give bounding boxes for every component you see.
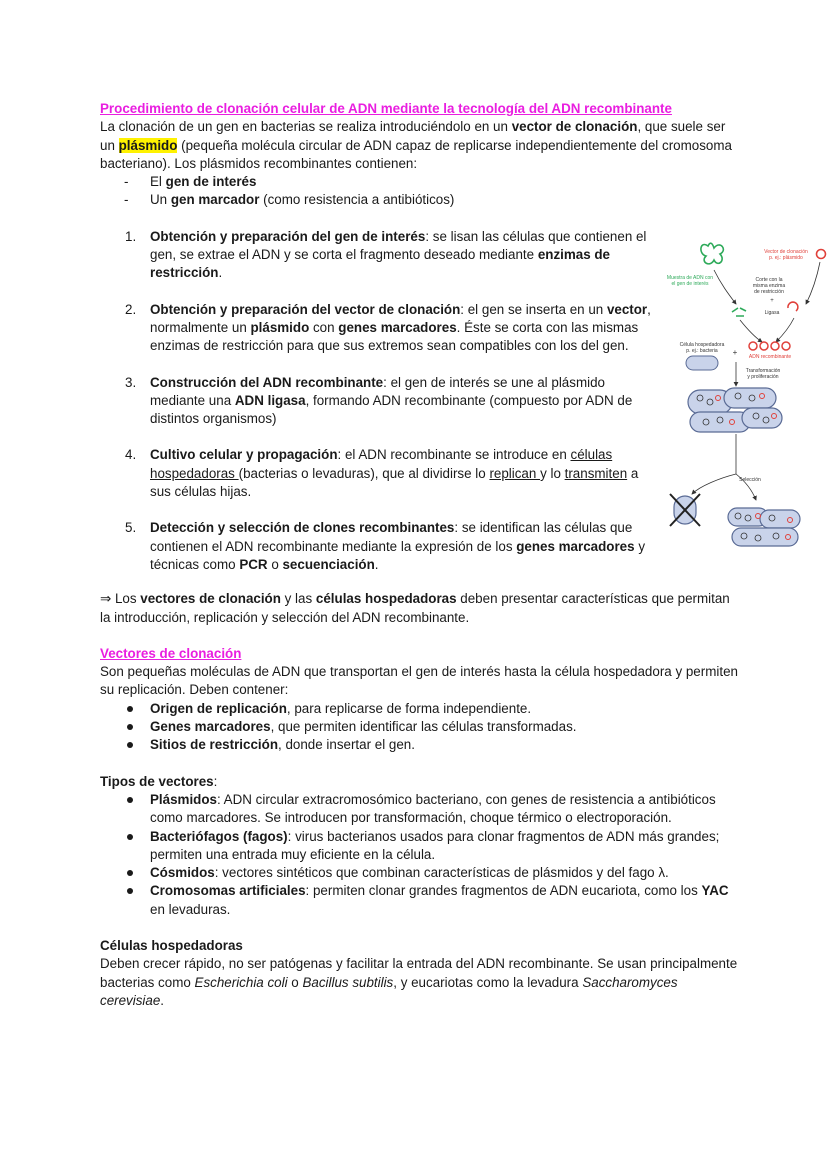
- text-run: Cromosomas artificiales: [150, 883, 306, 899]
- text-run: : se identifican las células que contienen el ADN recombinante mediante la expresión de los: [150, 520, 633, 554]
- diag-seleccion: Selección: [739, 477, 761, 483]
- highlight-plasmido: plásmido: [118, 137, 178, 153]
- tipos-heading: [100, 773, 740, 791]
- dash-pre: El: [150, 174, 166, 190]
- vector-item-text: , para replicarse de forma independiente.: [286, 700, 532, 716]
- tipo-item: [100, 791, 740, 828]
- diag-vector-2: p. ej.: plásmido: [769, 255, 803, 261]
- text-run: Saccharomyces cerevisiae: [100, 974, 678, 1008]
- text-run: : virus bacterianos usados para clonar fragmentos de ADN más grandes; permiten una entrada muy eficiente en la célula.: [150, 828, 720, 862]
- diag-celula-2: p. ej.: bacteria: [686, 348, 718, 354]
- dash-bold: gen marcador: [170, 192, 260, 208]
- step-item: [100, 228, 655, 283]
- text-run: Obtención y preparación del vector de clonación: [150, 301, 461, 317]
- text-run: replican: [489, 465, 541, 481]
- step-number: 4.: [125, 447, 137, 463]
- hosp-heading: [100, 937, 740, 955]
- intro-bold-vector: vector de clonación: [511, 119, 638, 135]
- vectores-intro: Son pequeñas moléculas de ADN que transportan el gen de interés hasta la célula hospedadora y permiten su replicación. Deben contener:: [100, 664, 738, 698]
- text-run: a sus células hijas.: [150, 465, 639, 500]
- text-run: (bacterias o levaduras), que al dividirse lo: [238, 465, 490, 481]
- step-number: 3.: [125, 374, 137, 390]
- vector-item-bold: Genes marcadores: [150, 719, 271, 735]
- text-run: Bacillus subtilis: [302, 974, 394, 990]
- diag-corte-2: misma enzima: [752, 283, 786, 289]
- arrow-4: [776, 318, 794, 342]
- text-run: : se lisan las células que contienen el gen, se extrae el ADN y se corta el fragmento deseado mediante: [150, 228, 647, 263]
- intro-text-c: , que suele ser un: [100, 119, 726, 153]
- text-run: y lo: [540, 465, 565, 481]
- dash-item: [100, 191, 740, 209]
- arrow-3: [740, 320, 762, 342]
- text-run: .: [374, 556, 379, 572]
- text-run: PCR: [239, 556, 268, 572]
- text-run: Cultivo celular y propagación: [150, 447, 338, 463]
- cell-cluster-icon: [688, 388, 782, 432]
- tipo-item: [100, 882, 740, 919]
- text-run: : ADN circular extracromosómico bacteriano, con genes de resistencia a antibióticos como marcadores. Se introducen por transformación, choque térmico o electroporación.: [150, 791, 716, 826]
- diag-corte-1: Corte con la: [755, 277, 783, 283]
- step-item: [100, 374, 655, 429]
- text-run: , formando ADN recombinante (compuesto por ADN de distintos organismos): [150, 392, 633, 427]
- text-run: y las: [280, 591, 316, 607]
- diag-muestra-1: Muestra de ADN con: [666, 275, 714, 281]
- text-run: genes marcadores: [338, 319, 457, 335]
- step-item: [100, 446, 655, 501]
- diag-adn-recomb: ADN recombinante: [748, 354, 792, 360]
- text-run: vectores de clonación: [140, 591, 281, 607]
- intro-paragraph: [100, 118, 740, 173]
- tipo-item: [100, 828, 740, 865]
- text-run: deben presentar características que permitan la introducción, replicación y selección del ADN recombinante.: [100, 591, 730, 625]
- text-run: : el gen de interés se une al plásmido mediante una: [150, 374, 605, 408]
- text-run: plásmido: [250, 319, 310, 335]
- dash-pre: Un: [150, 192, 171, 208]
- text-run: ⇒ Los: [100, 591, 141, 607]
- text-run: , normalmente un: [150, 301, 651, 335]
- section-title-vectores: Vectores de clonación: [100, 645, 242, 661]
- cut-plasmid-icon: [788, 302, 798, 311]
- text-run: secuenciación: [282, 556, 375, 572]
- text-run: Bacteriófagos (fagos): [150, 828, 288, 844]
- text-run: .: [160, 992, 165, 1008]
- text-run: .: [218, 265, 223, 281]
- step-item: [100, 301, 655, 356]
- text-run: : permiten clonar grandes fragmentos de ADN eucariota, como los: [305, 883, 702, 899]
- host-cell-icon: [686, 356, 718, 370]
- dash-post: (como resistencia a antibióticos): [259, 192, 455, 208]
- rejected-cell-icon: [670, 494, 700, 526]
- text-run: : el ADN recombinante se introduce en: [337, 447, 571, 463]
- text-run: ADN ligasa: [234, 392, 306, 408]
- text-run: vector: [606, 301, 648, 317]
- step-number: 2.: [125, 301, 137, 317]
- tipos-colon: :: [213, 773, 218, 789]
- diag-ligasa: Ligasa: [764, 310, 780, 316]
- vector-item-bold: Origen de replicación: [150, 700, 287, 716]
- diag-plus-2: +: [732, 348, 738, 357]
- text-run: Deben crecer rápido, no ser patógenas y facilitar la entrada del ADN recombinante. Se usan principalmente bacterias como: [100, 956, 738, 990]
- text-run: YAC: [701, 883, 729, 899]
- vector-item: [100, 736, 740, 754]
- dna-sample-icon: [701, 243, 723, 264]
- text-run: o: [267, 556, 283, 572]
- plasmid-icon: [817, 250, 826, 259]
- diag-corte-3: de restricción: [754, 289, 784, 295]
- text-run: , y eucariotas como la levadura: [393, 974, 583, 990]
- vector-item-text: , que permiten identificar las células transformadas.: [270, 719, 577, 735]
- text-run: : el gen se inserta en un: [460, 301, 607, 317]
- diag-celula-1: Célula hospedadora: [679, 342, 725, 348]
- diag-muestra-2: el gen de interés: [671, 281, 709, 287]
- text-run: Detección y selección de clones recombinantes: [150, 520, 455, 536]
- vector-item-bold: Sitios de restricción: [150, 737, 278, 753]
- text-run: y técnicas como: [150, 538, 646, 572]
- tipo-item: [100, 864, 740, 882]
- step-number: 5.: [125, 520, 137, 536]
- document-page: [100, 100, 740, 1010]
- diag-vector-1: Vector de clonación: [764, 249, 808, 255]
- arrow-note: [100, 590, 740, 627]
- step-number: 1.: [125, 228, 137, 244]
- diag-transf-1: Transformación: [745, 368, 781, 374]
- tipos-title: Tipos de vectores: [100, 773, 214, 789]
- steps-list: [100, 228, 655, 574]
- arrow-1: [714, 270, 736, 304]
- text-run: Plásmidos: [150, 791, 217, 807]
- text-run: células hospedadoras: [150, 447, 613, 481]
- dash-item: [100, 173, 740, 191]
- selected-cells-icon: [728, 508, 800, 546]
- text-run: Cósmidos: [150, 865, 215, 881]
- text-run: : vectores sintéticos que combinan características de plásmidos y del fago λ.: [214, 865, 669, 881]
- arrow-7: [692, 474, 736, 494]
- text-run: con: [309, 319, 339, 335]
- text-run: en levaduras.: [150, 901, 231, 917]
- text-run: genes marcadores: [516, 538, 635, 554]
- step-item: [100, 519, 655, 574]
- text-run: células hospedadoras: [315, 591, 457, 607]
- text-run: o: [287, 974, 303, 990]
- tipos-list: [100, 791, 740, 919]
- cloning-diagram: [660, 238, 828, 558]
- diag-plus-1: +: [770, 298, 774, 304]
- text-run: Construcción del ADN recombinante: [150, 374, 384, 390]
- section-title-procedimiento: Procedimiento de clonación celular de ADN mediante la tecnología del ADN recombinante: [100, 101, 672, 116]
- dna-fragments-icon: [732, 308, 746, 316]
- vector-item: [100, 700, 740, 718]
- text-run: Obtención y preparación del gen de interés: [150, 228, 426, 244]
- arrow-2: [806, 262, 820, 304]
- hosp-paragraph: [100, 955, 740, 1010]
- vectores-list: [100, 700, 740, 755]
- vector-item-text: , donde insertar el gen.: [278, 737, 415, 753]
- dash-list: [100, 173, 740, 210]
- dash-bold: gen de interés: [165, 174, 257, 190]
- intro-text-e: (pequeña molécula circular de ADN capaz de replicarse independientemente del cromosoma bacteriano). Los plásmidos recombinantes contienen:: [100, 137, 732, 171]
- text-run: enzimas de restricción: [150, 247, 611, 281]
- hosp-title: Células hospedadoras: [100, 937, 243, 953]
- text-run: . Éste se corta con las mismas enzimas de restricción para que sus extremos sean compatibles con los del gen.: [150, 319, 639, 354]
- vector-item: [100, 718, 740, 736]
- text-run: Escherichia coli: [194, 974, 288, 990]
- intro-text-a: La clonación de un gen en bacterias se realiza introduciéndolo en un: [100, 119, 512, 135]
- recombinant-plasmids-icon: [749, 342, 790, 350]
- diag-transf-2: y proliferación: [747, 374, 779, 380]
- text-run: transmiten: [564, 465, 628, 481]
